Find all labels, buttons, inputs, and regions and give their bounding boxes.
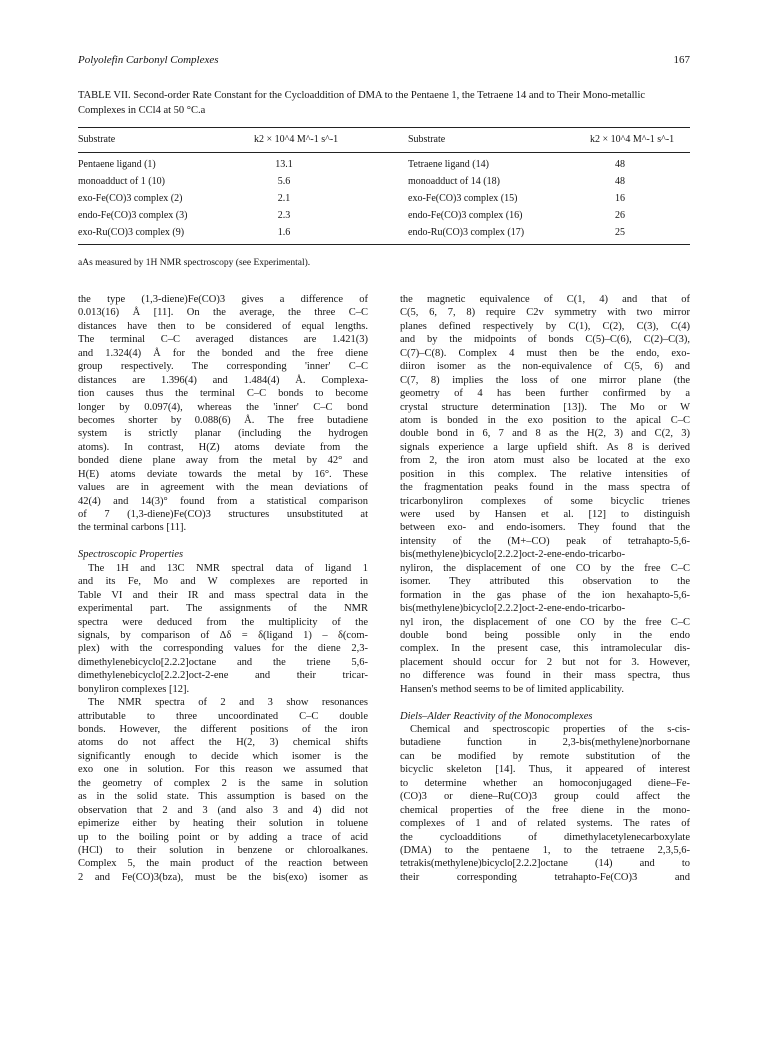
text-line: complex. In the present case, this intramolecular dis- bbox=[400, 643, 690, 655]
text-line: isomer. They attributed this observation to the bbox=[400, 576, 690, 588]
text-line: the terminal carbons [11]. bbox=[78, 522, 187, 534]
text-line: up to the boiling point or by adding a trace of acid bbox=[78, 831, 368, 843]
paragraph-gap bbox=[78, 535, 368, 548]
text-line: Chemical and spectroscopic properties of the s-cis- bbox=[410, 724, 690, 735]
text-line: and 1.324(4) Å for the bonded and the free diene bbox=[78, 347, 368, 359]
table-cell: 26 bbox=[615, 210, 625, 221]
table-row bbox=[78, 210, 690, 227]
left-text-column bbox=[78, 293, 368, 884]
text-line: Hansen's method seems to be of limited applicability. bbox=[400, 683, 624, 695]
text-line: C(7)–C(8). Complex 4 must then be the endo, exo- bbox=[400, 347, 690, 359]
text-line: crystal structure determination [13]). The Mo or W bbox=[400, 401, 690, 413]
text-line: the geometry of complex 2 is the same in solution bbox=[78, 777, 368, 789]
table-body bbox=[78, 159, 690, 244]
text-line: butadiene function in 2,3-bis(methylene)norbornane bbox=[400, 737, 690, 749]
text-line: the type (1,3-diene)Fe(CO)3 gives a difference of bbox=[78, 294, 368, 305]
table-cell: 48 bbox=[615, 176, 625, 187]
text-line: were used by Hansen et al. [12] to distinguish bbox=[400, 509, 690, 520]
text-line: longer by 0.097(4), whereas the 'inner' C–C bond bbox=[78, 401, 368, 413]
text-line: as in the solid state. This assumption is based on the bbox=[78, 791, 368, 803]
text-line: becomes shorter by 0.088(6) Å. The free butadiene bbox=[78, 414, 368, 426]
text-line: chemical properties of the free diene in the mono- bbox=[400, 804, 690, 816]
text-line: experimental part. The assignments of the NMR bbox=[78, 603, 368, 615]
table-cell: endo-Fe(CO)3 complex (16) bbox=[408, 210, 523, 221]
table-cell: exo-Ru(CO)3 complex (9) bbox=[78, 227, 185, 238]
table-cell: monoadduct of 14 (18) bbox=[408, 176, 500, 187]
text-line: distances are 1.396(4) and 1.484(4) Å. Complexa- bbox=[78, 374, 368, 386]
table-cell: endo-Fe(CO)3 complex (3) bbox=[78, 210, 188, 221]
table-row bbox=[78, 193, 690, 210]
text-line: H(E) atoms deviate towards the metal by 16°. These bbox=[78, 468, 368, 480]
text-line: the cycloadditions of dimethylacetylenecarboxylate bbox=[400, 831, 690, 843]
text-line: signals, by comparison of Δδ = δ(ligand 1) – δ(com- bbox=[78, 629, 368, 641]
text-line: C(7, 8) implies the loss of one mirror plane (the bbox=[400, 374, 690, 386]
table-cell: 2.1 bbox=[277, 193, 291, 204]
text-line: double bond being possible only in the endo bbox=[400, 629, 690, 641]
table-bottom-rule bbox=[78, 244, 690, 245]
table-cell: 1.6 bbox=[277, 227, 291, 238]
page-number: 167 bbox=[673, 54, 690, 66]
text-line: their corresponding tetrahapto-Fe(CO)3 and bbox=[400, 871, 690, 883]
table-header-row bbox=[78, 127, 690, 153]
table-cell: Pentaene ligand (1) bbox=[78, 159, 156, 170]
table-row bbox=[78, 159, 690, 176]
table-cell: 16 bbox=[615, 193, 625, 204]
text-line: dimethylenebicyclo[2.2.2]octane and the triene 5,6- bbox=[78, 656, 368, 668]
text-line: The terminal C–C averaged distances are 1.421(3) bbox=[78, 334, 368, 346]
table-row bbox=[78, 227, 690, 244]
text-line: 2 and Fe(CO)3(bza), must be the bis(exo) isomer as bbox=[78, 871, 368, 883]
table-cell: exo-Fe(CO)3 complex (15) bbox=[408, 193, 518, 204]
text-line: (DMA) to the pentaene 1, to the tetraene 2,3,5,6- bbox=[400, 844, 690, 856]
text-line: can be modified by remote substitution of the bbox=[400, 750, 690, 762]
text-line: atoms do not affect the H(2, 3) chemical shifts bbox=[78, 737, 368, 749]
running-title: Polyolefin Carbonyl Complexes bbox=[78, 54, 219, 66]
text-line: 0.013(16) Å [11]. On the average, the three C–C bbox=[78, 307, 368, 319]
text-line: the fragmentation peaks found in the mass spectra of bbox=[400, 482, 690, 494]
text-line: nyliron, the displacement of one CO by the free C–C bbox=[400, 562, 690, 574]
text-line: The NMR spectra of 2 and 3 show resonances bbox=[88, 697, 368, 709]
text-line: formation in the gas phase of the ion hexahapto-5,6- bbox=[400, 589, 690, 601]
table-cell: 5.6 bbox=[277, 176, 291, 187]
text-line: bonds. However, the different positions of the iron bbox=[78, 724, 368, 735]
text-line: 42(4) and 14(3)° found from a statistical comparison bbox=[78, 495, 368, 507]
right-text-column bbox=[400, 293, 690, 884]
text-line: (CO)3 or diene–Ru(CO)3 group could affect the bbox=[400, 791, 690, 803]
text-line: nyl iron, the displacement of one CO by the free C–C bbox=[400, 616, 690, 628]
text-line: planes defined respectively by C(1), C(2), C(3), C(4) bbox=[400, 320, 690, 332]
table-caption: TABLE VII. Second-order Rate Constant for the Cycloaddition of DMA to the Pentaene 1, the Tetraene 14 and to Their Mono-metallic Complexes in CCl4 at 50 °C.a bbox=[78, 90, 646, 116]
text-line: (HCl) to their solution in benzene or chloroalkanes. bbox=[78, 844, 368, 856]
text-line: double bond in 6, 7 and 8 as the H(2, 3) and C(2, 3) bbox=[400, 428, 690, 440]
text-line: and its Fe, Mo and W complexes are reported in bbox=[78, 576, 368, 588]
text-line: placement should occur for 2 but not for 3. However, bbox=[400, 656, 690, 668]
table-cell: 25 bbox=[615, 227, 625, 238]
table-footnote: aAs measured by 1H NMR spectroscopy (see Experimental). bbox=[78, 258, 311, 268]
rate-constant-table bbox=[78, 127, 690, 238]
column-header: k2 × 10^4 M^-1 s^-1 bbox=[254, 134, 339, 145]
text-line: bonded diene plane away from the metal by 42° and bbox=[78, 455, 368, 467]
text-line: exo one in solution. For this reason we assumed that bbox=[78, 764, 368, 776]
text-line: values are in agreement with the mean deviations of bbox=[78, 482, 368, 494]
text-line: distances have then to be considered of equal lengths. bbox=[78, 320, 368, 332]
text-line: Table VI and their IR and mass spectral data in the bbox=[78, 589, 368, 601]
text-line: plex) with the corresponding values for the diene 2,3- bbox=[78, 643, 368, 655]
text-line: bonyliron complexes [12]. bbox=[78, 683, 190, 695]
text-line: C(5, 6, 7, 8) require C2v symmetry with two mirror bbox=[400, 307, 690, 319]
text-line: bicyclic skeleton [14]. Thus, it appeared of interest bbox=[400, 764, 690, 776]
section-heading: Diels–Alder Reactivity of the Monocomplexes bbox=[400, 710, 593, 722]
text-line: between exo- and endo-isomers. They found that the bbox=[400, 522, 690, 534]
text-line: position in this complex. The relative intensities of bbox=[400, 468, 690, 480]
text-line: epimerize either by heating their solution in toluene bbox=[78, 818, 368, 830]
table-cell: 13.1 bbox=[275, 159, 293, 170]
text-line: system is strictly planar (including the hydrogen bbox=[78, 428, 368, 440]
table-row bbox=[78, 176, 690, 193]
table-cell: 48 bbox=[615, 159, 625, 170]
text-line: diiron isomer as the non-equivalence of C(5, 6) and bbox=[400, 361, 690, 373]
table-cell: endo-Ru(CO)3 complex (17) bbox=[408, 227, 525, 238]
text-line: dimethylenebicyclo[2.2.2]oct-2-ene and their tricar- bbox=[78, 670, 368, 682]
paragraph-gap bbox=[400, 696, 690, 709]
table-cell: monoadduct of 1 (10) bbox=[78, 176, 165, 187]
section-heading: Spectroscopic Properties bbox=[78, 549, 184, 561]
text-line: complexes of 1 and of related systems. The rates of bbox=[400, 818, 690, 830]
text-line: bis(methylene)bicyclo[2.2.2]oct-2-ene-endo-tricarbo- bbox=[400, 549, 626, 561]
text-line: tion causes thus the terminal C–C bonds to become bbox=[78, 388, 368, 400]
table-cell: 2.3 bbox=[277, 210, 291, 221]
text-line: to determine whether an homoconjugaged diene–Fe- bbox=[400, 777, 690, 789]
text-line: and by the midpoints of bonds C(5)–C(6), C(2)–C(3), bbox=[400, 334, 690, 346]
column-header: Substrate bbox=[408, 134, 446, 145]
text-line: the magnetic equivalence of C(1, 4) and that of bbox=[400, 294, 690, 305]
text-line: Complex 5, the main product of the reaction between bbox=[78, 858, 368, 870]
text-line: tricarbonyliron complexes of some bicyclic trienes bbox=[400, 495, 690, 507]
table-cell: Tetraene ligand (14) bbox=[408, 159, 489, 170]
text-line: tetrakis(methylene)bicyclo[2.2.2]octane (14) and to bbox=[400, 858, 690, 870]
running-head bbox=[78, 54, 690, 70]
text-line: group respectively. The corresponding 'inner' C–C bbox=[78, 361, 368, 373]
column-header: Substrate bbox=[78, 134, 116, 145]
text-line: from 2, the iron atom must also be located at the exo bbox=[400, 455, 690, 467]
text-line: attributable to three uncoordinated C–C double bbox=[78, 710, 368, 722]
text-line: atoms). In contrast, H(Z) atoms deviate from the bbox=[78, 441, 368, 453]
text-line: significantly enough to decide which isomer is the bbox=[78, 750, 368, 762]
text-line: of 7 (1,3-diene)Fe(CO)3 structures unsubstituted at bbox=[78, 509, 368, 520]
text-line: observation that 2 and 3 (and also 3 and 4) did not bbox=[78, 804, 368, 816]
text-line: no difference was found in their mass spectra, thus bbox=[400, 670, 690, 682]
text-line: The 1H and 13C NMR spectral data of ligand 1 bbox=[88, 562, 368, 574]
table-cell: exo-Fe(CO)3 complex (2) bbox=[78, 193, 183, 204]
text-line: intensity of the (M+–CO) peak of tetrahapto-5,6- bbox=[400, 535, 690, 547]
column-header: k2 × 10^4 M^-1 s^-1 bbox=[590, 134, 675, 145]
text-line: signals experience a large upfield shift. As 8 is derived bbox=[400, 441, 690, 453]
text-line: spectra were deduced from the multiplicity of the bbox=[78, 616, 368, 628]
text-line: atom is bonded in the exo position to the apical C–C bbox=[400, 414, 690, 426]
text-line: geometry of 4 has been further confirmed by a bbox=[400, 388, 690, 400]
text-line: bis(methylene)bicyclo[2.2.2]oct-2-ene-endo-tricarbo- bbox=[400, 603, 626, 615]
